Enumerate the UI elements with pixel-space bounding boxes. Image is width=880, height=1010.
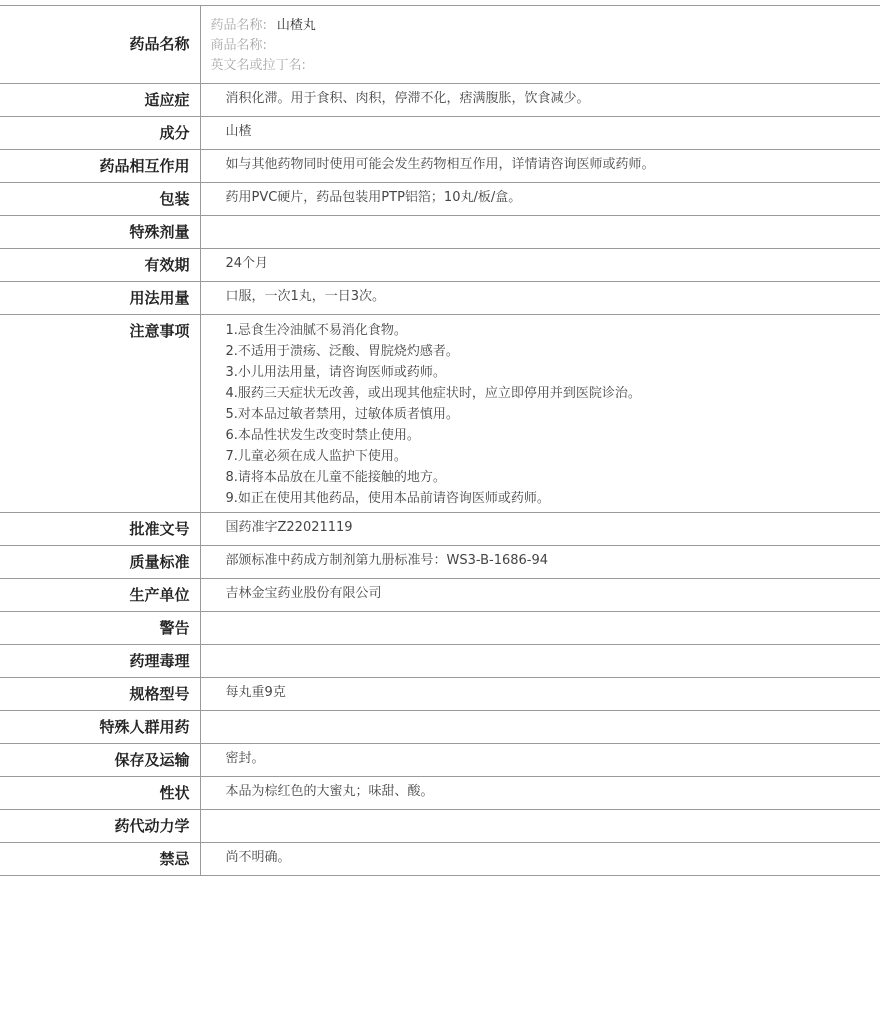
precaution-item: 8.请将本品放在儿童不能接触的地方。 (225, 470, 446, 485)
row-value: 山楂 (200, 117, 880, 150)
trade-name-key: 商品名称: (210, 38, 267, 53)
row-approval-number (0, 513, 880, 546)
row-value: 本品为棕红色的大蜜丸；味甜、酸。 (200, 777, 880, 810)
row-label: 批准文号 (0, 513, 200, 546)
row-ingredients (0, 117, 880, 150)
precaution-item: 3.小儿用法用量，请咨询医师或药师。 (225, 365, 446, 380)
generic-name-key: 药品名称: (210, 18, 267, 33)
row-label: 药理毒理 (0, 645, 200, 678)
precaution-item: 1.忌食生冷油腻不易消化食物。 (225, 323, 407, 338)
precautions-list (200, 315, 880, 513)
row-label: 特殊人群用药 (0, 711, 200, 744)
row-label: 质量标准 (0, 546, 200, 579)
generic-name-line (211, 16, 880, 36)
row-value: 24个月 (200, 249, 880, 282)
row-label: 特殊剂量 (0, 216, 200, 249)
row-value: 部颁标准中药成方制剂第九册标准号：WS3-B-1686-94 (200, 546, 880, 579)
row-value (200, 810, 880, 843)
row-label: 警告 (0, 612, 200, 645)
precaution-item: 4.服药三天症状无改善，或出现其他症状时，应立即停用并到医院诊治。 (225, 386, 641, 401)
row-drug-name (0, 6, 880, 84)
row-value: 吉林金宝药业股份有限公司 (200, 579, 880, 612)
row-label: 成分 (0, 117, 200, 150)
english-name-key: 英文名或拉丁名: (210, 58, 306, 73)
row-indications (0, 84, 880, 117)
row-label: 有效期 (0, 249, 200, 282)
row-manufacturer (0, 579, 880, 612)
drug-spec-table (0, 5, 880, 876)
precaution-item: 6.本品性状发生改变时禁止使用。 (225, 428, 420, 443)
row-value: 密封。 (200, 744, 880, 777)
row-label: 药品相互作用 (0, 150, 200, 183)
row-value (200, 711, 880, 744)
row-interactions (0, 150, 880, 183)
precaution-item: 9.如正在使用其他药品，使用本品前请咨询医师或药师。 (225, 491, 550, 506)
row-quality-standard (0, 546, 880, 579)
row-label: 用法用量 (0, 282, 200, 315)
generic-name-value: 山楂丸 (276, 18, 316, 33)
row-value: 药用PVC硬片，药品包装用PTP铝箔；10丸/板/盒。 (200, 183, 880, 216)
drug-name-values (200, 6, 880, 84)
row-value: 尚不明确。 (200, 843, 880, 876)
row-value: 每丸重9克 (200, 678, 880, 711)
row-value: 口服，一次1丸，一日3次。 (200, 282, 880, 315)
precaution-item: 2.不适用于溃疡、泛酸、胃脘烧灼感者。 (225, 344, 459, 359)
row-value: 国药准字Z22021119 (200, 513, 880, 546)
row-label: 药代动力学 (0, 810, 200, 843)
row-warning (0, 612, 880, 645)
row-label: 禁忌 (0, 843, 200, 876)
row-label: 性状 (0, 777, 200, 810)
row-label: 保存及运输 (0, 744, 200, 777)
row-shelf-life (0, 249, 880, 282)
row-storage-transport (0, 744, 880, 777)
row-value: 如与其他药物同时使用可能会发生药物相互作用，详情请咨询医师或药师。 (200, 150, 880, 183)
row-label: 药品名称 (0, 6, 200, 84)
english-name-line (211, 56, 880, 76)
row-label: 适应症 (0, 84, 200, 117)
row-value (200, 612, 880, 645)
precaution-item: 5.对本品过敏者禁用，过敏体质者慎用。 (225, 407, 459, 422)
row-description (0, 777, 880, 810)
row-label: 规格型号 (0, 678, 200, 711)
row-specification (0, 678, 880, 711)
row-value (200, 645, 880, 678)
row-special-populations (0, 711, 880, 744)
row-usage-dosage (0, 282, 880, 315)
row-value: 消积化滞。用于食积、肉积，停滞不化，痞满腹胀，饮食减少。 (200, 84, 880, 117)
row-contraindications (0, 843, 880, 876)
row-packaging (0, 183, 880, 216)
row-special-dosage (0, 216, 880, 249)
row-label: 包装 (0, 183, 200, 216)
row-precautions (0, 315, 880, 513)
row-value (200, 216, 880, 249)
trade-name-line (211, 36, 880, 56)
row-pharmacology-toxicology (0, 645, 880, 678)
row-label: 注意事项 (0, 315, 200, 513)
precaution-item: 7.儿童必须在成人监护下使用。 (225, 449, 407, 464)
row-pharmacokinetics (0, 810, 880, 843)
row-label: 生产单位 (0, 579, 200, 612)
